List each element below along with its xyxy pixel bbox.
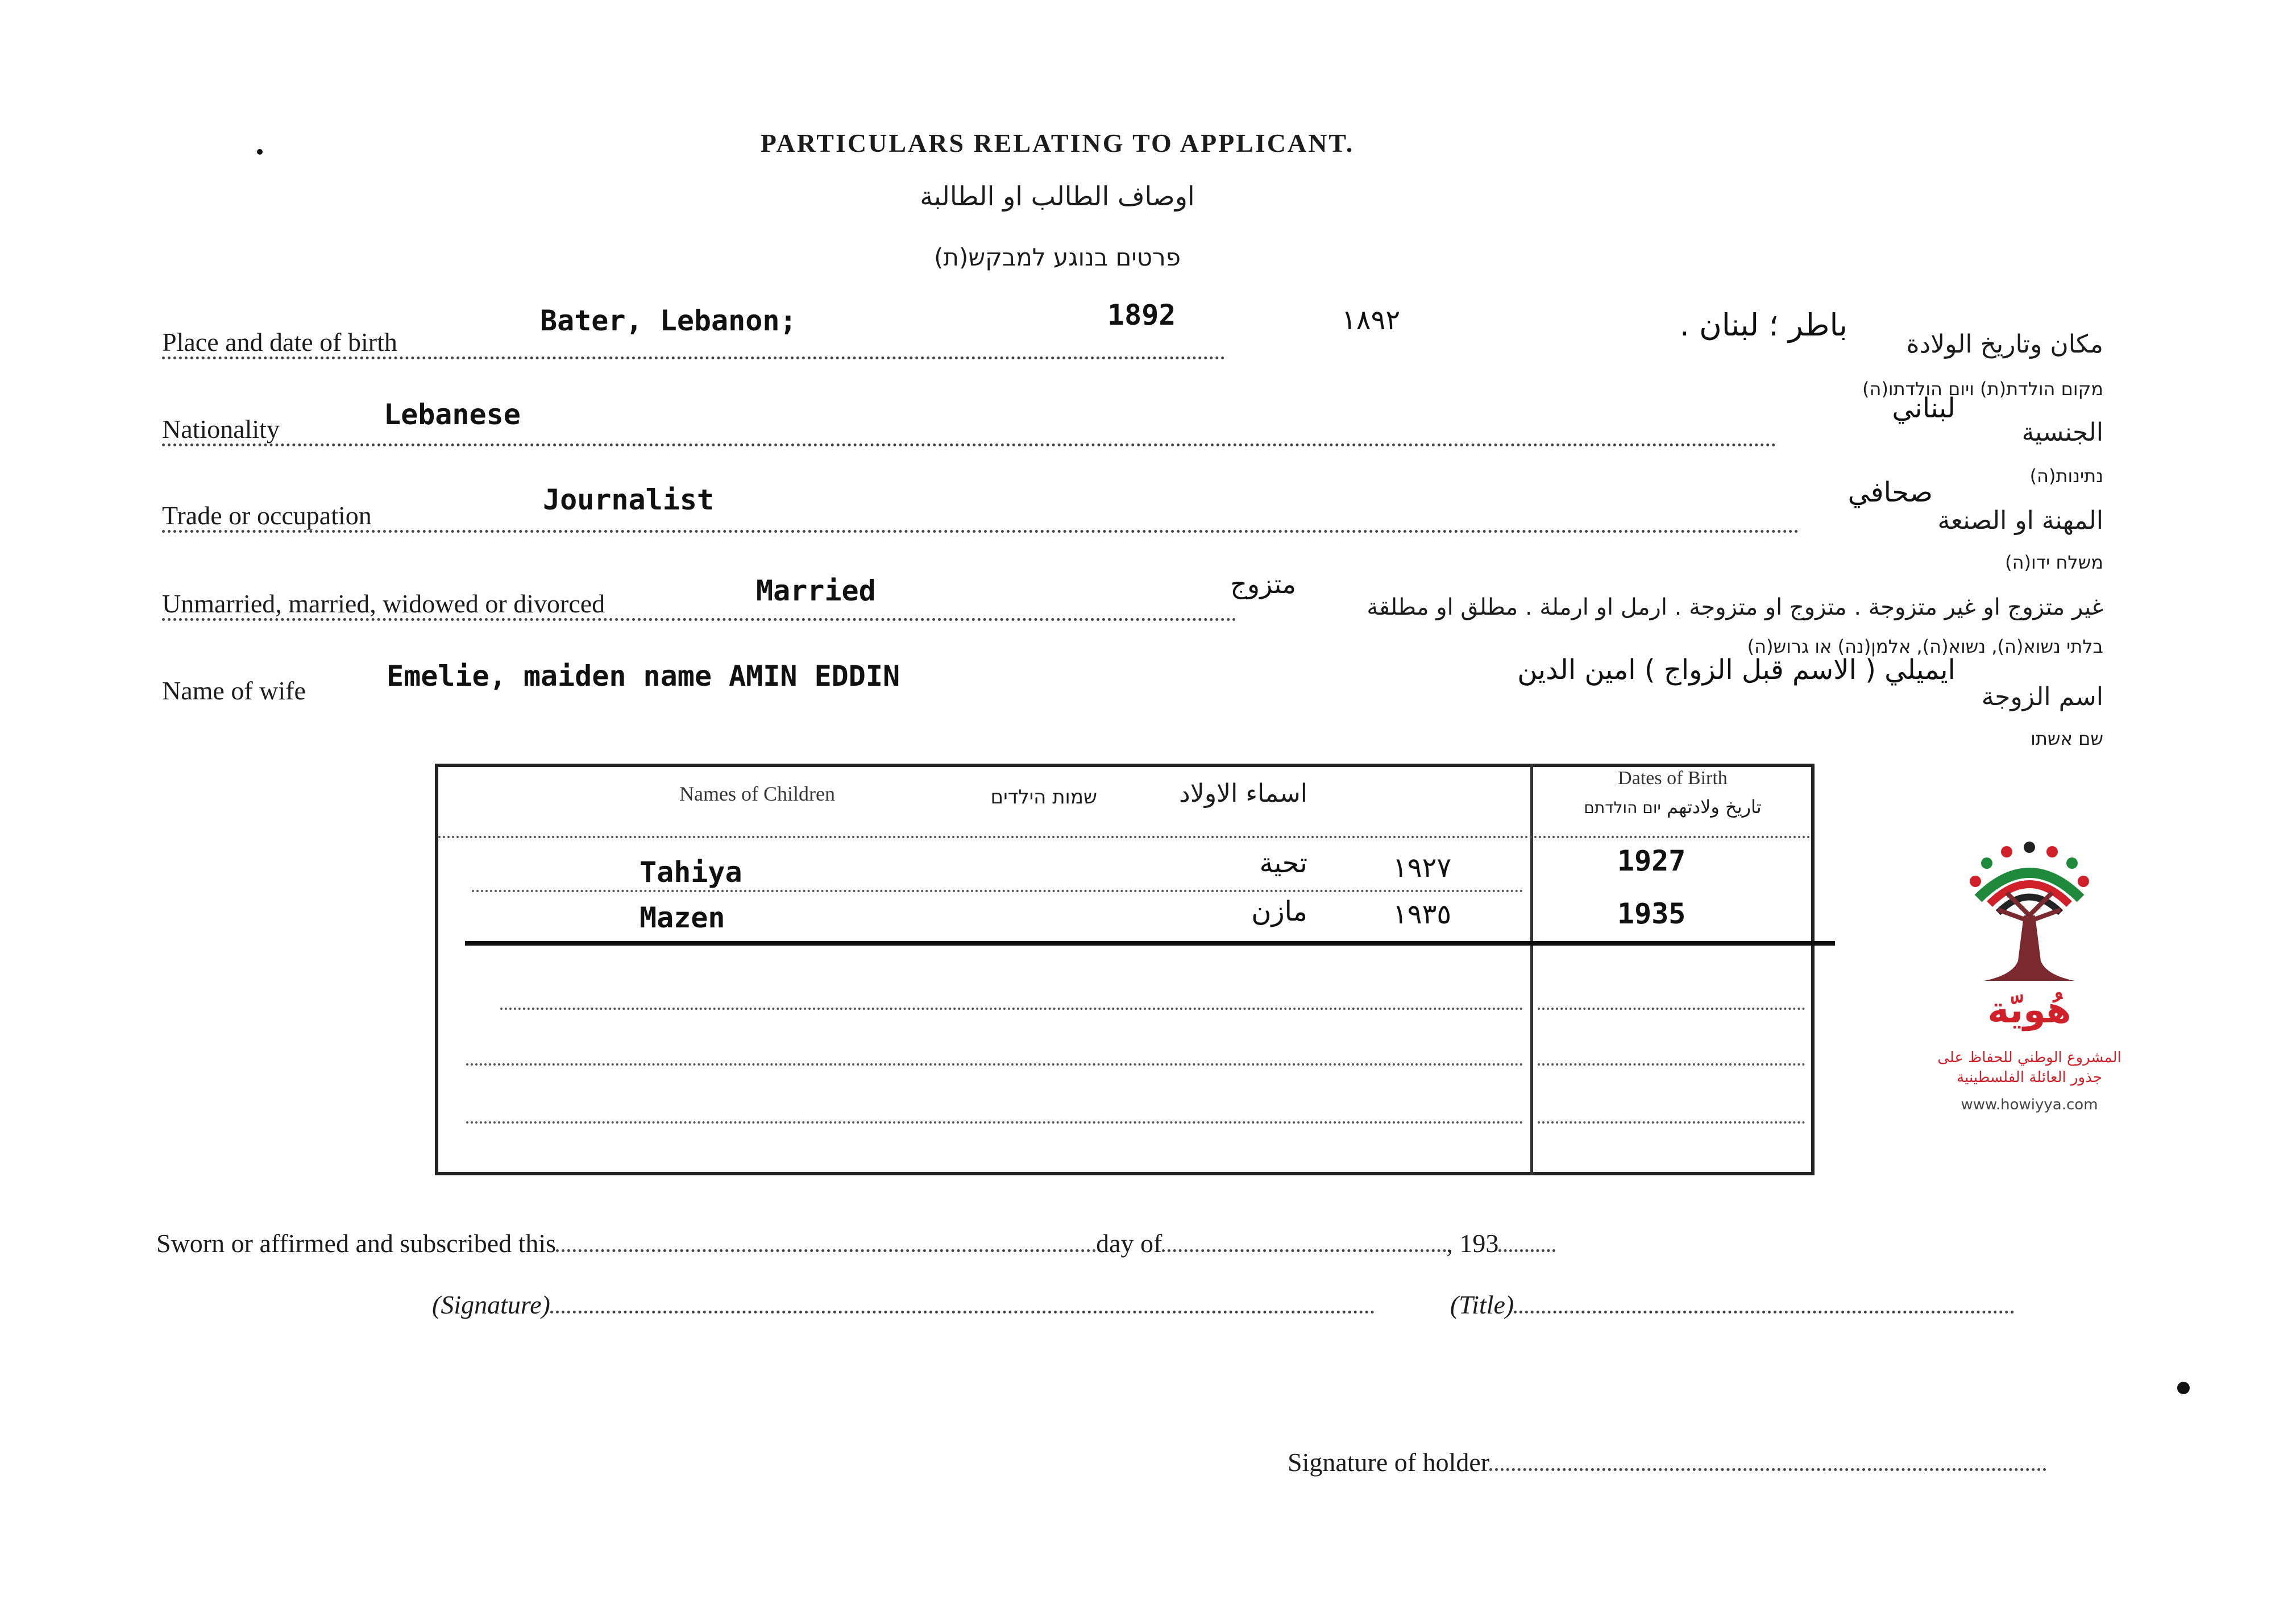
child-name-arabic: تحية xyxy=(1259,847,1307,879)
child-year-arabic: ١٩٣٥ xyxy=(1393,898,1452,930)
child-year: 1927 xyxy=(1617,844,1686,877)
wife-label-hebrew: שם אשתו xyxy=(2031,728,2103,749)
children-table xyxy=(435,764,1815,1175)
occupation-label-hebrew: משלח ידו(ה) xyxy=(2005,552,2103,573)
birth-place-value: Bater, Lebanon; xyxy=(540,304,797,337)
occupation-value: Journalist xyxy=(543,483,715,516)
howiyya-logo xyxy=(1944,836,2115,984)
table-row-rule xyxy=(466,1121,1523,1124)
table-row-rule xyxy=(472,890,1523,892)
logo-name: هُويّة xyxy=(1987,989,2071,1031)
table-column-divider xyxy=(1530,764,1533,1175)
marital-value: Married xyxy=(756,574,876,607)
table-heavy-rule xyxy=(465,941,1835,946)
marital-label-arabic: غير متزوج او غير متزوجة . متزوج او متزوجة . ارمل او ارملة . مطلق او مطلقة xyxy=(1367,594,2103,620)
birth-year-value: 1892 xyxy=(1107,299,1176,331)
nationality-arabic: لبناني xyxy=(1892,392,1955,424)
occupation-arabic: صحافي xyxy=(1847,476,1933,508)
child-year: 1935 xyxy=(1617,897,1686,930)
logo-tagline-1: المشروع الوطني للحفاظ على xyxy=(1937,1049,2121,1066)
child-name: Tahiya xyxy=(640,856,742,889)
birth-place-arabic: باطر ؛ لبنان . xyxy=(1679,307,1847,343)
marital-label: Unmarried, married, widowed or divorced xyxy=(162,589,1236,621)
wife-label-arabic: اسم الزوجة xyxy=(1981,682,2103,711)
wife-value: Emelie, maiden name AMIN EDDIN xyxy=(387,660,900,693)
table-row-rule xyxy=(466,1063,1523,1066)
dates-header-en: Dates of Birth xyxy=(1618,768,1728,789)
birth-label-arabic: مكان وتاريخ الولادة xyxy=(1906,330,2103,359)
ink-speck xyxy=(257,149,263,155)
tree-icon xyxy=(1944,836,2115,984)
dates-header-ar-he: تاريخ ولادتهم יום הולדתם xyxy=(1584,796,1762,818)
birth-label: Place and date of birth xyxy=(162,327,1225,359)
form-title-hebrew: פרטים בנוגע למבקש(ת) xyxy=(934,243,1181,271)
birth-label-hebrew: מקום הולדת(ת) ויום הולדתו(ה) xyxy=(1862,378,2103,400)
birth-year-arabic: ١٨٩٢ xyxy=(1342,304,1401,336)
nationality-label-arabic: الجنسية xyxy=(2021,418,2103,447)
table-row-rule xyxy=(1538,1121,1805,1124)
table-row-rule xyxy=(500,1008,1523,1010)
logo-tagline-2: جذور العائلة الفلسطينية xyxy=(1957,1069,2102,1086)
occupation-label: Trade or occupation xyxy=(162,500,1799,533)
wife-arabic: ايميلي ( الاسم قبل الزواج ) امين الدين xyxy=(1517,654,1955,686)
child-name-arabic: مازن xyxy=(1251,896,1307,927)
nationality-value: Lebanese xyxy=(384,398,521,431)
marital-arabic: متزوج xyxy=(1230,569,1296,599)
form-title-arabic: اوصاف الطالب او الطالبة xyxy=(920,181,1195,212)
sworn-line: Sworn or affirmed and subscribed this day of , 193 xyxy=(156,1228,1555,1258)
nationality-label-hebrew: נתינות(ה) xyxy=(2029,465,2103,487)
children-header-ar: اسماء الاولاد xyxy=(1179,779,1307,808)
holder-signature-line: Signature of holder xyxy=(1288,1447,2046,1477)
table-row-rule xyxy=(1538,1008,1805,1010)
logo-url: www.howiyya.com xyxy=(1961,1096,2098,1113)
wife-label: Name of wife xyxy=(162,676,306,705)
ink-speck xyxy=(2177,1382,2190,1394)
table-row-rule xyxy=(1538,1063,1805,1066)
child-year-arabic: ١٩٢٧ xyxy=(1393,852,1452,884)
occupation-label-arabic: المهنة او الصنعة xyxy=(1937,506,2103,535)
nationality-label: Nationality xyxy=(162,414,1776,446)
form-title: PARTICULARS RELATING TO APPLICANT. xyxy=(760,129,1355,158)
children-header-en: Names of Children xyxy=(679,782,835,805)
marital-label-hebrew: בלתי נשוא(ה), נשוא(ה), אלמן(נה) או גרוש(ה) xyxy=(1747,636,2103,657)
children-header-he: שמות הילדים xyxy=(990,786,1097,809)
child-name: Mazen xyxy=(640,901,725,934)
table-header-rule xyxy=(438,836,1811,838)
signature-line: (Signature) (Title) xyxy=(432,1290,2014,1320)
